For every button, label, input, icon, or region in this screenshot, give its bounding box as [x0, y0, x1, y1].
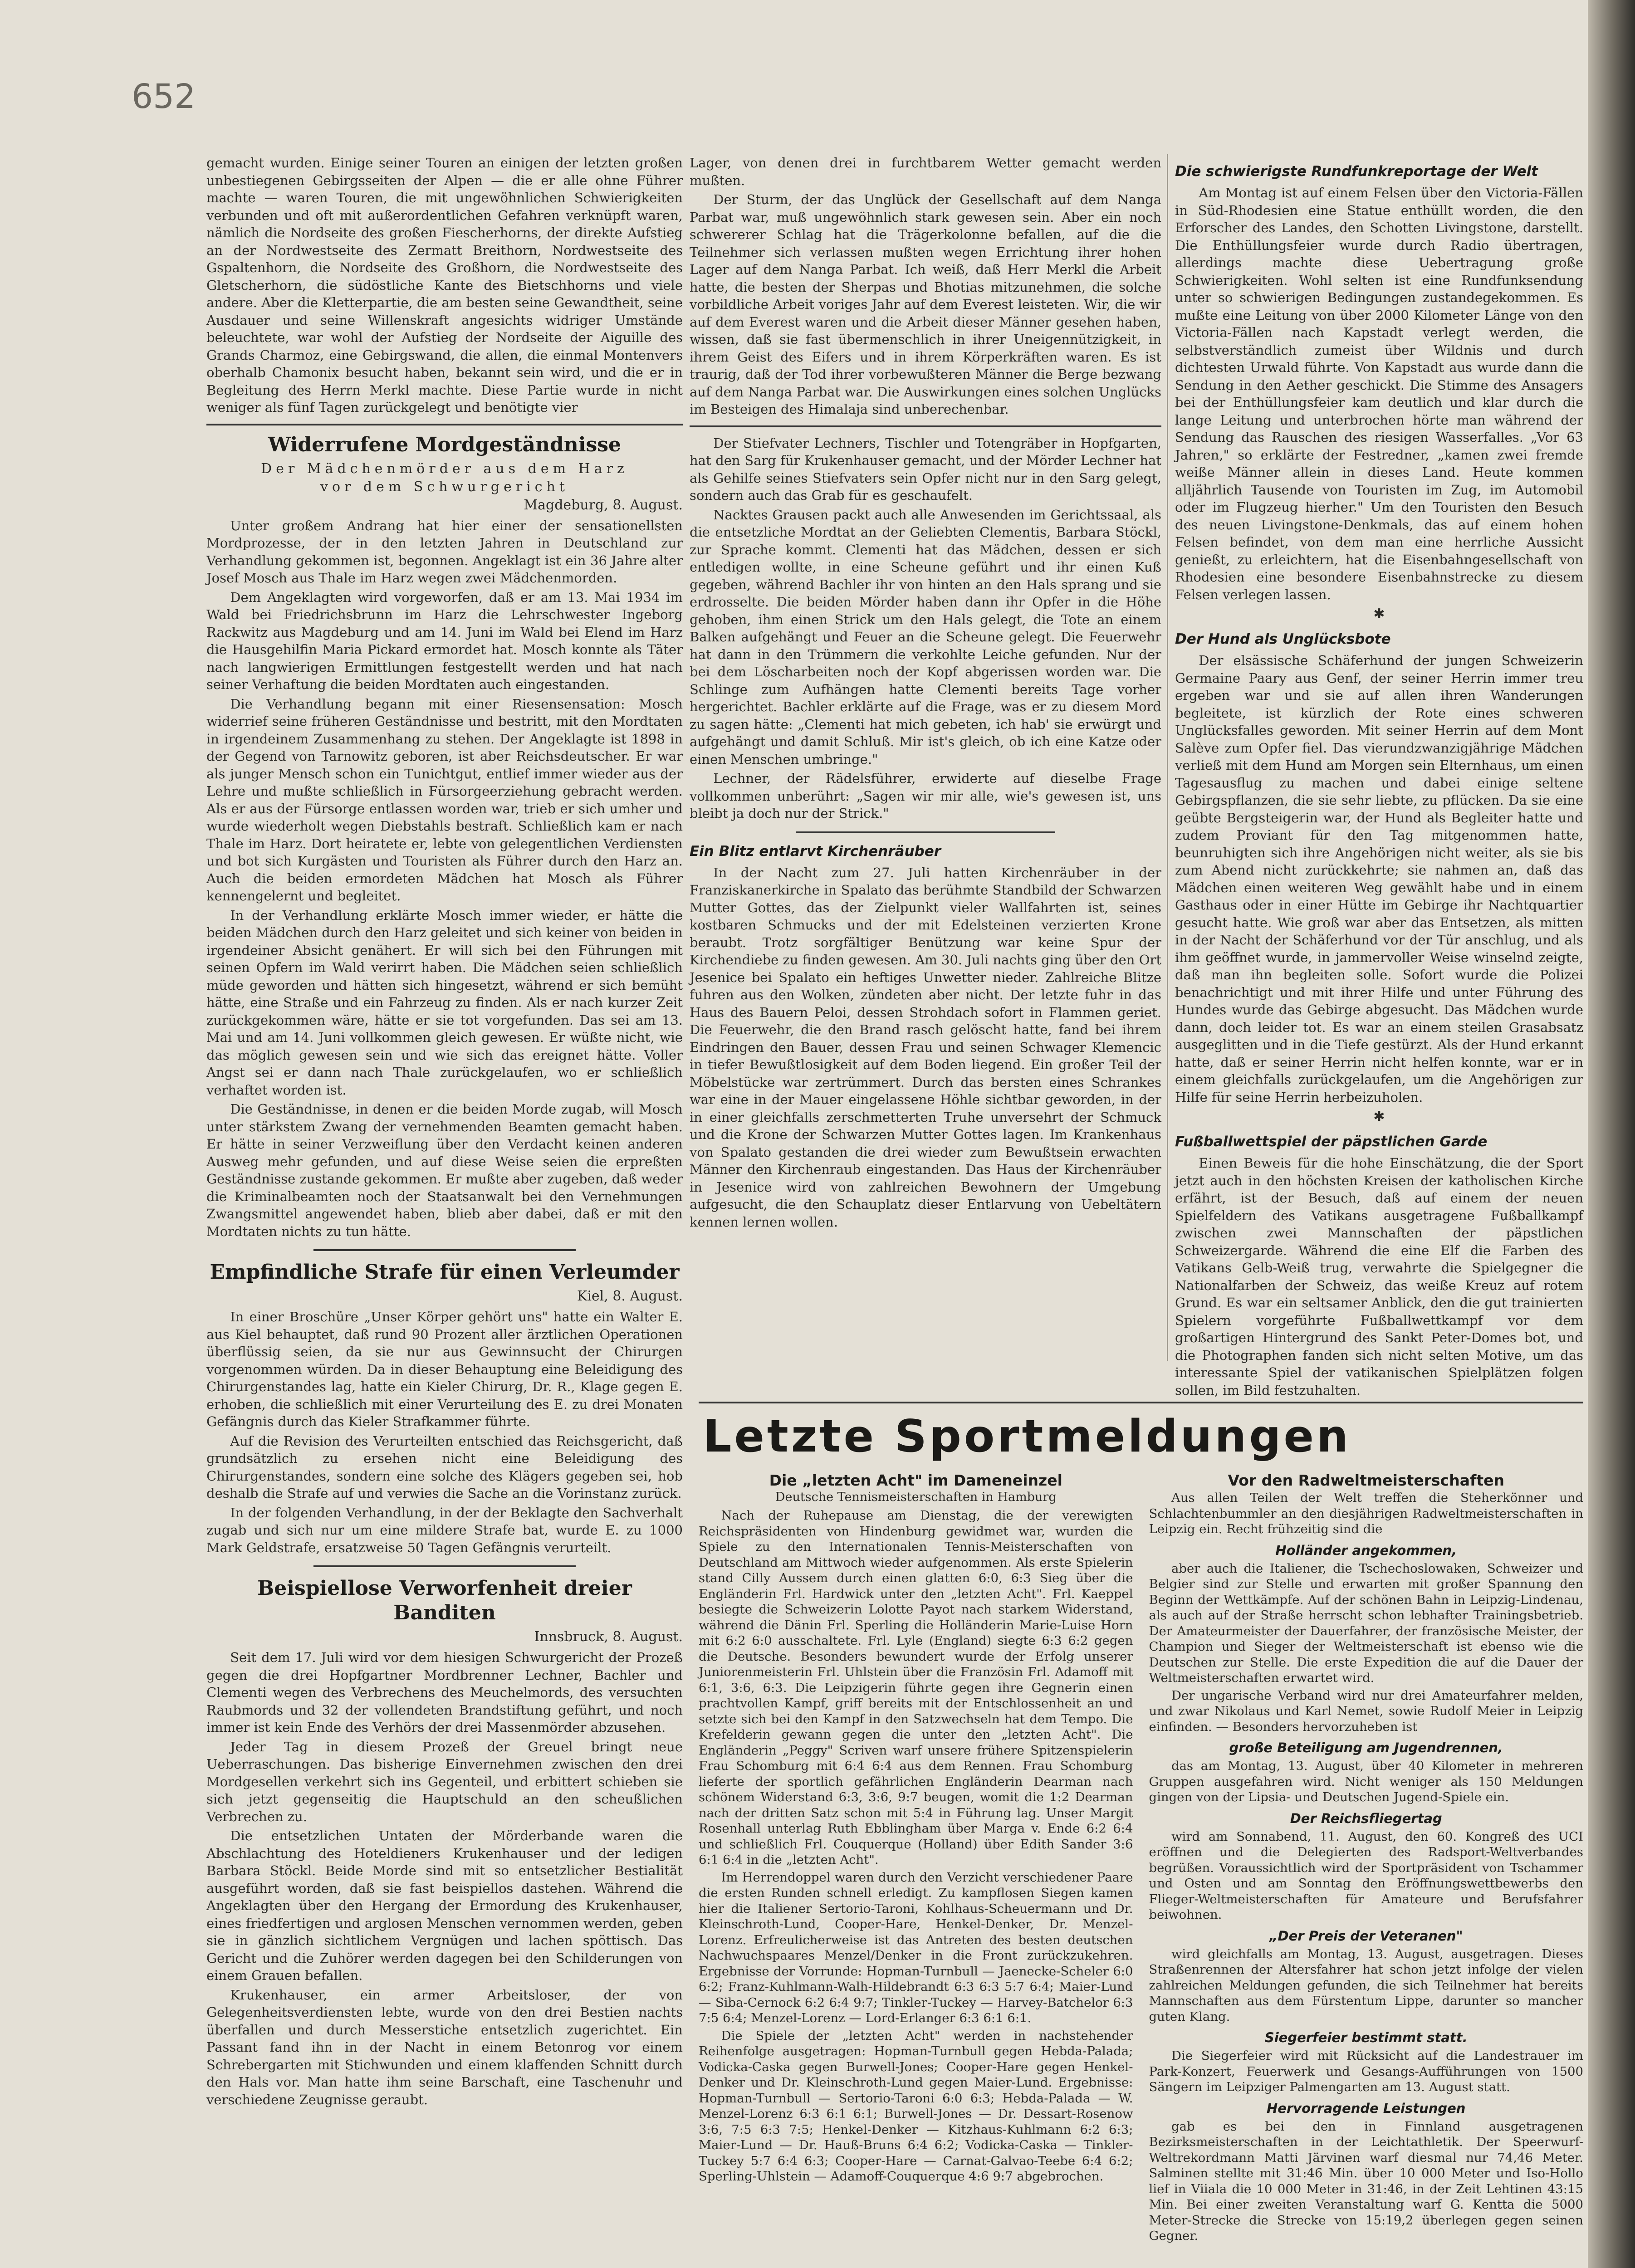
article-title-dog: Der Hund als Unglücksbote [1175, 631, 1391, 647]
carry-over-text: gemacht wurden. Einige seiner Touren an einigen der letzten großen unbestiegenen Gebirgsseiten der Alpen — die er alle ohne Führer machte — waren Touren, die mit ungewöhnlichen Schwierigkeiten verbunden und oft mit außerordentlichen Gefahren verknüpft waren, nämlich die Nordseite des großen Fiescherhorns, der direkte Aufstieg an der Nordwestseite des Zermatt Breithorn, Nordwestseite des Gspaltenhorn, die Nordseite des Großhorn, die Nordwestseite des Gletscherhorn, die südöstliche Kante des Bietschhorns und viele andere. Aber die Kletterpartie, die am besten seine Gewandtheit, seine Ausdauer und seine Willenskraft angesichts widriger Umstände beleuchtete, war wohl der Aufstieg der Nordseite der Aiguille des Grands Charmoz, eine Gebirgswand, die allen, die einmal Montenvers oberhalb Chamonix besucht haben, bekannt sein wird, und die er in Begleitung des Herrn Merkl machte. Diese Partie wurde in nicht weniger als fünf Tagen zurückgelegt und benötigte vier [206, 155, 683, 415]
section-rule [699, 1402, 1583, 1403]
article-paragraph: In einer Broschüre „Unser Körper gehört uns" hatte ein Walter E. aus Kiel behauptet, daß rund 90 Prozent aller ärztlichen Operationen überflüssig seien, da sie nur aus Gewinnsucht der Chirurgen vorgenommen würden. Da in dieser Behauptung eine Beleidigung des Chirurgenstandes lag, hatte ein Kieler Chirurg, Dr. R., Klage gegen E. erhoben, die schließlich mit einer Verurteilung des E. zu drei Monaten Gefängnis durch das Kieler Strafkammer führte. [206, 1309, 683, 1429]
column-rule [206, 424, 683, 425]
article-dateline: Kiel, 8. August. [577, 1288, 683, 1304]
article-dateline: Innsbruck, 8. August. [534, 1629, 683, 1645]
sports-subheadline: Der Reichsfliegertag [1290, 1810, 1442, 1826]
article-paragraph: Aus allen Teilen der Welt treffen die Steherkönner und Schlachtenbummler an den diesjährigen Radweltmeisterschaften in Leipzig ein. Recht frühzeitig sind die [1149, 1491, 1583, 1536]
sports-subheadline: Deutsche Tennismeisterschaften in Hamburg [775, 1490, 1057, 1504]
article-paragraph: In der Verhandlung erklärte Mosch immer wieder, er hätte die beiden Mädchen durch den Harz geleitet und sich keiner von beiden in irgendeiner Absicht genähert. Er will sich bei den Führungen mit seinen Opfern im Wald verirrt haben. Die Mädchen seien schließlich müde geworden und hätten sich hingesetzt, während er sich bemüht hätte, eine Straße und ein Fahrzeug zu finden. Als er nach kurzer Zeit zurückgekommen wäre, hätte er sie tot vorgefunden. Das sei am 13. Mai und am 14. Juni vollkommen gleich gewesen. Er wüßte nicht, wie das möglich gewesen sein und wie sich das ereignet hätte. Voller Angst sei er dann nach Thale zurückgelaufen, wo er schließlich verhaftet worden ist. [206, 907, 683, 1098]
article-paragraph: Einen Beweis für die hohe Einschätzung, die der Sport jetzt auch in den höchsten Kreisen der katholischen Kirche erfährt, ist der Besuch, daß auf einem der neuen Spielfeldern des Vatikans ausgetragene Fußballkampf zwischen zwei Mannschaften der päpstlichen Schweizergarde. Während die eine Elf die Farben des Vatikans Gelb-Weiß trug, verwahrte die Spielgegner die Nationalfarben der Schweiz, das weiße Kreuz auf rotem Grund. Es war ein seltsamer Anblick, den die gut trainierten Spielern vorgeführte Fußballwettkampf vor dem großartigen Hintergrund des Sankt Peter-Domes bot, und die Photographen fanden sich nicht selten Motive, um das interessante Spiel der vatikanischen Spielplätzen folgen sollen, im Bild festzuhalten. [1175, 1155, 1583, 1398]
article-paragraph: Lechner, der Rädelsführer, erwiderte auf dieselbe Frage vollkommen unberührt: „Sagen wir mir alle, wie's gewesen ist, uns bleibt ja doch nur der Strick." [690, 771, 1161, 821]
article-paragraph: In der Nacht zum 27. Juli hatten Kirchenräuber in der Franziskanerkirche in Spalato das berühmte Standbild der Schwarzen Mutter Gottes, das der Zielpunkt vieler Wallfahrten ist, seines kostbaren Schmucks und der mit Edelsteinen verzierten Krone beraubt. Trotz sorgfältiger Benützung war keine Spur der Kirchendiebe zu finden gewesen. Am 30. Juli nachts ging über den Ort Jesenice bei Spalato ein heftiges Unwetter nieder. Zahlreiche Blitze fuhren aus den Wolken, zündeten aber nicht. Der letzte fuhr in das Haus des Bauern Peloi, dessen Strohdach sofort in Flammen geriet. Die Feuerwehr, die den Brand rasch gelöscht hatte, fand bei ihrem Eindringen den Bauer, dessen Frau und seinen Schwager Klemencic in tiefer Bewußtlosigkeit auf dem Boden liegend. Ein großer Teil der Möbelstücke war zertrümmert. Durch das bersten eines Schrankes war eine in der Mauer eingelassene Höhle sichtbar geworden, in der in einer gleichfalls zerschmetterten Truhe unversehrt der Schmuck und die Krone der Schwarzen Mutter Gottes lagen. Im Krankenhaus von Spalato gestanden die drei wieder zum Bewußtsein erwachten Männer den Kirchenraub eingestanden. Das Haus der Kirchenräuber in Jesenice wird von zahlreichen Bewohnern der Umgebung aufgesucht, die den Schauplatz dieser Entlarvung von Uebeltätern kennen lernen wollen. [690, 865, 1161, 1230]
article-paragraph: Seit dem 17. Juli wird vor dem hiesigen Schwurgericht der Prozeß gegen die drei Hopfgartner Mordbrenner Lechner, Bachler und Clementi wegen des Verbrechens des Meuchelmords, des versuchten Raubmords und 32 der vollendeten Brandstiftung geführt, und noch immer ist kein Ende des Verhörs der drei Massenmörder abzusehen. [206, 1650, 683, 1735]
article-paragraph: aber auch die Italiener, die Tschechoslowaken, Schweizer und Belgier sind zur Stelle und erwarten mit großer Spannung den Beginn der Wettkämpfe. Auf der schönen Bahn in Leipzig-Lindenau, als auch auf der Straße herrscht schon lebhafter Trainingsbetrieb. Der Amateurmeister der Dauerfahrer, der französische Meister, der Champion und Sieger der Weltmeisterschaft ist ebenso wie die Deutschen zur Stelle. Die erste Expedition die auf die Dauer der Weltmeisterschaften erwartet wird. [1149, 1561, 1583, 1685]
article-title-lightning: Ein Blitz entlarvt Kirchenräuber [690, 843, 941, 860]
article-subtitle: vor dem Schwurgericht [320, 479, 569, 495]
column-rule [690, 425, 1161, 427]
sports-section [699, 1402, 1583, 2246]
article-title-bandits: Beispiellose Verworfenheit dreier Banditen [257, 1577, 632, 1624]
asterisk-separator: ✱ [1373, 1109, 1385, 1124]
article-paragraph: wird am Sonnabend, 11. August, den 60. Kongreß des UCI eröffnen und die Delegierten des Radsport-Weltverbandes begrüßen. Voraussichtlich wird der Sportpräsident von Tschammer und Osten und am Sonntag den Eröffnungswettbewerbs den Flieger-Weltmeisterschaften für Amateure und Berufsfahrer beiwohnen. [1149, 1829, 1583, 1922]
article-title-football: Fußballwettspiel der päpstlichen Garde [1175, 1134, 1488, 1150]
article-subtitle: Der Mädchenmörder aus dem Harz [261, 460, 628, 477]
article-paragraph: Im Herrendoppel waren durch den Verzicht verschiedener Paare die ersten Runden schnell erledigt. Zu kampflosen Siegen kamen hier die Italiener Sertorio-Taroni, Kohlhaus-Scheuermann und Dr. Kleinschroth-Lund, Cooper-Hare, Henkel-Denker, Dr. Menzel-Lorenz. Erfreulicherweise ist das Antreten des besten deutschen Nachwuchspaares Menzel/Denker in die Front zurückzukehren. Ergebnisse der Vorrunde: Hopman-Turnbull — Jaenecke-Scheler 6:0 6:2; Franz-Kuhlmann-Walh-Hildebrandt 6:3 6:3 5:7 6:4; Maier-Lund — Siba-Cernock 6:2 6:4 9:7; Tinkler-Tuckey — Harvey-Batchelor 6:3 7:5 6:4; Menzel-Lorenz — Lord-Erlanger 6:3 6:1 6:1. [699, 1870, 1133, 2025]
article-paragraph: Krukenhauser, ein armer Arbeitsloser, der von Gelegenheitsverdiensten lebte, wurde von den drei Bestien nachts überfallen und durch Messerstiche entsetzlich zugerichtet. Ein Passant fand ihn in der Nacht in einem Betonrog vor einem Schrebergarten mit Stichwunden und einem klaffenden Schnitt durch den Hals vor. Man hatte ihm seine Barschaft, eine Taschenuhr und verschiedene Zeugnisse geraubt. [206, 1987, 683, 2107]
sports-subheadline: große Beteiligung am Jugendrennen, [1229, 1740, 1503, 1755]
article-paragraph: Dem Angeklagten wird vorgeworfen, daß er am 13. Mai 1934 im Wald bei Friedrichsbrunn im Harz die Lehrschwester Ingeborg Rackwitz aus Magdeburg und am 14. Juni im Wald bei Elend im Harz die Hausgehilfin Maria Pickard ermordet hat. Mosch konnte als Täter nach langwierigen Ermittlungen festgestellt werden und hat nach seiner Verhaftung die beiden Mordtaten auch eingestanden. [206, 589, 683, 692]
sports-columns [699, 1469, 1583, 2246]
article-title-slanderer: Empfindliche Strafe für einen Verleumder [210, 1261, 680, 1284]
sports-subheadline: „Der Preis der Veteranen" [1269, 1928, 1463, 1944]
article-paragraph: Der ungarische Verband wird nur drei Amateurfahrer melden, und zwar Nikolaus und Karl Nemet, sowie Rudolf Meier in Leipzig einfinden. — Besonders hervorzuheben ist [1149, 1688, 1583, 1734]
article-dateline: Magdeburg, 8. August. [524, 497, 683, 513]
sports-right-column [1149, 1469, 1584, 2246]
article-separator [313, 1565, 576, 1567]
article-separator [796, 831, 1055, 833]
column-3 [1175, 154, 1583, 1401]
sports-subheadline: Hervorragende Leistungen [1267, 2100, 1466, 2116]
article-paragraph: das am Montag, 13. August, über 40 Kilometer in mehreren Gruppen ausgefahren wird. Nicht weniger als 150 Meldungen gingen von der Lipsia- und Deutschen Jugend-Spiele ein. [1149, 1759, 1583, 1804]
article-paragraph: Die entsetzlichen Untaten der Mörderbande waren die Abschlachtung des Hoteldieners Krukenhauser und der ledigen Barbara Stöckl. Beide Morde sind mit so entsetzlicher Bestialität ausgeführt worden, daß sie fast beispiellos dastehen. Während die Angeklagten über den Hergang der Ermordung des Krukenhauser, eines friedfertigen und arglosen Menschen vernommen werden, geben sie in gänzlich sichtlichem Vergnügen und lachen spöttisch. Das Gericht und die Zuhörer werden dagegen bei den Schilderungen von einem Grauen befallen. [206, 1828, 683, 1983]
column-divider [1167, 154, 1168, 1361]
article-separator [313, 1249, 576, 1251]
article-paragraph: Nacktes Grausen packt auch alle Anwesenden im Gerichtssaal, als die entsetzliche Mordtat an der Geliebten Clementis, Barbara Stöckl, zur Sprache kommt. Clementi hat das Mädchen, dessen er sich entledigen wollte, in eine Scheune geführt und ihr einen Kuß gegeben, während Bachler ihr von hinten an den Hals sprang und sie erdrosselte. Die beiden Mörder haben dann ihr Opfer in die Höhe gehoben, ihm einen Strick um den Hals gelegt, die Tote an einem Balken aufgehängt und Feuer an die Scheune gelegt. Die Feuerwehr hat dann in den Trümmern die verkohlte Leiche gefunden. Nur der bei dem Löscharbeiten noch der Kopf abgerissen worden war. Die Schlinge zum Aufhängen hatte Clementi bereits Tage vorher hergerichtet. Bachler erklärte auf die Frage, was er zu diesem Mord zu sagen hätte: „Clementi hat mich gebeten, ich hab' sie erwürgt und aufgehängt und damit Schluß. Mir ist's gleich, ob ich eine Katze oder einen Menschen umbringe." [690, 507, 1161, 767]
asterisk-separator: ✱ [1373, 606, 1385, 622]
article-paragraph: Nach der Ruhepause am Dienstag, die der verewigten Reichspräsidenten von Hindenburg gewidmet war, wurden die Spiele zu den Internationalen Tennis-Meisterschaften von Deutschland am Mittwoch wieder aufgenommen. Als erste Spielerin stand Cilly Aussem durch einen glatten 6:0, 6:3 Sieg über die Engländerin Frl. Hardwick unter den „letzten Acht". Frl. Kaeppel besiegte die Schweizerin Lolotte Payot nach starkem Widerstand, während die Dänin Frl. Sperling die Holländerin Marie-Luise Horn mit 6:2 6:0 ausschaltete. Frl. Lyle (England) siegte 6:3 6:2 gegen die Deutsche. Besonders bewundert wurde der Erfolg unserer Juniorenmeisterin Frl. Uhlstein über die Französin Frl. Adamoff mit 6:1, 3:6, 6:3. Die Leipzigerin führte gegen ihre Gegnerin einen prachtvollen Kampf, griff bereits mit der Entschlossenheit an und setzte sich bei den Kampf in den Satzwechseln hat dem Tempo. Die Krefelderin gewann gegen die unter den „letzten Acht". Die Engländerin „Peggy" Scriven warf unsere frühere Spitzenspielerin Frau Schomburg mit 6:4 6:4 aus dem Rennen. Frau Schomburg lieferte der sportlich gefährlichen Engländerin Dearman nach schönem Widerstand 6:3, 3:6, 9:7 beugen, womit die 1:2 Dearman nach der dritten Satz schon mit 5:4 in Führung lag. Unser Margit Rosenhall unterlag Ruth Ebblingham über Marga v. Ende 6:2 6:4 und schließlich Frl. Couquerque (Holland) über Edith Sander 3:6 6:1 6:4 in die „letzten Acht". [699, 1508, 1133, 1867]
column-2 [690, 154, 1161, 1232]
article-paragraph: wird gleichfalls am Montag, 13. August, ausgetragen. Dieses Straßenrennen der Altersfahrer hat schon jetzt infolge der vielen zahlreichen Meldungen gefunden, die sich Teilnehmer hat bereits Mannschaften aus dem Fürstentum Lippe, darunter so mancher guten Klang. [1149, 1946, 1583, 2024]
sports-section-title: Letzte Sportmeldungen [703, 1411, 1351, 1462]
article-paragraph: Die Verhandlung begann mit einer Riesensensation: Mosch widerrief seine früheren Geständnisse und bestritt, mit den Mordtaten in irgendeinem Zusammenhang zu stehen. Der Angeklagte ist 1898 in der Gegend von Tarnowitz geboren, ist aber Reichsdeutscher. Er war als junger Mensch schon ein Tunichtgut, entlief immer wieder aus der Lehre und mußte schließlich in Fürsorgeerziehung gebracht werden. Als er aus der Fürsorge entlassen worden war, trieb er sich umher und wurde wiederholt wegen Diebstahls bestraft. Schließlich kam er nach Thale im Harz. Dort heiratete er, lebte von gelegentlichen Verdiensten und bot sich Kurgästen und Touristen als Führer durch den Harz an. Auch die beiden ermordeten Mädchen hat Mosch als Führer kennengelernt und begleitet. [206, 696, 683, 904]
page-number: 652 [132, 77, 196, 116]
sports-subheadline: Siegerfeier bestimmt statt. [1264, 2030, 1468, 2045]
article-paragraph: Die Geständnisse, in denen er die beiden Morde zugab, will Mosch unter stärkstem Zwang der vernehmenden Beamten gemacht haben. Er hätte in seiner Verzweiflung über den Verdacht keinen anderen Ausweg mehr gefunden, und auf diese Weise seien die erpreßten Geständnisse zustande gekommen. Er mußte aber zugeben, daß weder die Kriminalbeamten noch der Staatsanwalt bei den Vernehmungen Zwangsmittel angewendet haben, blieb aber dabei, daß er mit den Mordtaten nichts zu tun hätte. [206, 1101, 683, 1239]
article-paragraph: Unter großem Andrang hat hier einer der sensationellsten Mordprozesse, der in den letzten Jahren in Deutschland zur Verhandlung gekommen ist, begonnen. Angeklagt ist ein 36 Jahre alter Josef Mosch aus Thale im Harz wegen zwei Mädchenmorden. [206, 518, 683, 586]
article-title-murder-confessions: Widerrufene Mordgeständnisse [268, 433, 622, 456]
article-paragraph: gab es bei den in Finnland ausgetragenen Bezirksmeisterschaften in der Leichtathletik. Der Speerwurf-Weltrekordmann Matti Järvinen warf diesmal nur 74,46 Meter. Salminen stellte mit 31:46 Min. über 10 000 Meter und Iso-Hollo lief in Viiala die 10 000 Meter in 31:46, in der Zeit Lehtinen 43:15 Min. Bei einer zweiten Veranstaltung warf G. Kentta die 5000 Meter-Strecke die Strecke von 15:19,2 überlegen gegen seinen Gegner. [1149, 2119, 1583, 2243]
article-paragraph: Am Montag ist auf einem Felsen über den Victoria-Fällen in Süd-Rhodesien eine Statue enthüllt worden, die den Erforscher des Landes, den Schotten Livingstone, darstellt. Die Enthüllungsfeier wurde durch Radio übertragen, allerdings machte diese Uebertragung große Schwierigkeiten. Wohl selten ist eine Rundfunksendung unter so schwierigen Bedingungen zustandegekommen. Es mußte eine Leitung von über 2000 Kilometer Länge von den Victoria-Fällen nach Kapstadt verlegt werden, die selbstverständlich zumeist über Wildnis und durch dichtesten Urwald führte. Von Kapstadt aus wurde dann die Sendung in den Aether geschickt. Die Stimme des Ansagers bei der Enthüllungsfeier kam deutlich und klar durch die lange Leitung und unterbrochen hörte man während der Sendung das Rauschen des riesigen Wasserfalles. „Vor 63 Jahren," so erklärte der Festredner, „kamen zwei fremde weiße Männer allein in dieses Land. Heute kommen alljährlich Tausende von Touristen im Zug, im Automobil oder im Flugzeug hierher." Um den Touristen den Besuch des neuen Livingstone-Denkmals, das auf einem hohen Felsen befindet, von dem man eine herrliche Aussicht genießt, zu erleichtern, hat die Eisenbahngesellschaft von Rhodesien eine besondere Eisenbahnstrecke zu diesem Felsen verlegen lassen. [1175, 185, 1583, 602]
column-1 [206, 154, 683, 2110]
book-spine-edge [1588, 0, 1635, 2268]
sports-headline: Vor den Radweltmeisterschaften [1228, 1471, 1505, 1489]
article-paragraph: Jeder Tag in diesem Prozeß der Greuel bringt neue Ueberraschungen. Das bisherige Einvernehmen zwischen den drei Mordgesellen verkehrt sich ins Gegenteil, und erbittert schieben sie sich jetzt gegenseitig die Hauptschuld an den scheußlichen Verbrechen zu. [206, 1739, 683, 1824]
article-paragraph: Der Stiefvater Lechners, Tischler und Totengräber in Hopfgarten, hat den Sarg für Krukenhauser gemacht, und der Mörder Lechner hat als Gehilfe seines Stiefvaters sein Opfer nicht nur in den Sarg gelegt, sondern auch das Grab für es geschaufelt. [690, 435, 1161, 503]
sports-left-column [699, 1469, 1133, 2246]
sports-headline: Die „letzten Acht" im Dameneinzel [769, 1471, 1062, 1489]
article-paragraph: Der elsässische Schäferhund der jungen Schweizerin Germaine Paary aus Genf, der seiner Herrin immer treu ergeben war und sie auf allen ihren Wanderungen begleitete, ist kürzlich der Rote eines schweren Unglücksfalles geworden. Mit seiner Herrin auf dem Mont Salève zum Opfer fiel. Das vierundzwanzigjährige Mädchen verließ mit dem Hund am Morgen sein Elternhaus, um einen Tagesausflug zu machen und dabei einige seltene Gebirgspflanzen, die sie sehr liebte, zu pflücken. Da sie eine geübte Bergsteigerin war, der Hund als Begleiter hatte und zudem Proviant für den Tag mitgenommen hatte, beunruhigten sich ihre Angehörigen nicht weiter, als sie bis zum Abend nicht zurückkehrte; sie nahmen an, daß das Mädchen einen weiteren Weg gewählt habe und in einem Gasthaus oder in einer Hütte im Gebirge ihr Nachtquartier gesucht hatte. Wie groß war aber das Entsetzen, als mitten in der Nacht der Schäferhund vor der Tür anschlug, und als ihm geöffnet wurde, in jammervoller Weise winselnd zeigte, daß man ihn begleiten solle. Sofort wurde die Polizei benachrichtigt und mit ihrer Hilfe und unter Führung des Hundes wurde das Gebirge abgesucht. Das Mädchen wurde dann, doch leider tot. Es war an einem steilen Grasabsatz ausgeglitten und in die Tiefe gestürzt. Als der Hund erkannt hatte, daß er seiner Herrin nicht helfen konnte, war er in einem gleichfalls zurückgelaufen, um die Angehörigen zur Hilfe für seine Herrin herbeizuholen. [1175, 653, 1583, 1105]
carry-over-text: Lager, von denen drei in furchtbarem Wetter gemacht werden mußten. [690, 155, 1161, 188]
sports-subheadline: Holländer angekommen, [1275, 1542, 1457, 1558]
carry-over-text: Der Sturm, der das Unglück der Gesellschaft auf dem Nanga Parbat war, muß ungewöhnlich stark gewesen sein. Aber ein noch schwererer Schlag hat die Trägerkolonne befallen, auf die die Teilnehmer sich verlassen mußten wegen Errichtung ihrer hohen Lager auf dem Nanga Parbat. Ich weiß, daß Herr Merkl die Arbeit hatte, die besten der Sherpas und Bhotias mitzunehmen, die solche vorbildliche Arbeit voriges Jahr auf dem Everest leisteten. Wir, die wir auf dem Everest waren und die Arbeit dieser Männer gesehen haben, wissen, daß sie fast übermenschlich in ihrer Uneigennützigkeit, in ihrem Geist des Eifers und in ihrem Körperkräften waren. Es ist traurig, daß der Tod ihrer vorbewußteren Männer die Berge bezwang auf dem Nanga Parbat war. Die Auswirkungen eines solchen Unglücks im Besteigen des Himalaja sind unberechenbar. [690, 192, 1161, 417]
article-paragraph: Die Spiele der „letzten Acht" werden in nachstehender Reihenfolge ausgetragen: Hopman-Turnbull gegen Hebda-Palada; Vodicka-Caska gegen Burwell-Jones; Cooper-Hare gegen Henkel-Denker und Dr. Kleinschroth-Lund gegen Maier-Lund. Ergebnisse: Hopman-Turnbull — Sertorio-Taroni 6:0 6:3; Hebda-Palada — W. Menzel-Lorenz 6:3 6:1 6:1; Burwell-Jones — Dr. Dessart-Rosenow 3:6, 7:5 6:3 7:5; Henkel-Denker — Kitzhaus-Kuhlmann 6:2 6:3; Maier-Lund — Dr. Hauß-Bruns 6:4 6:2; Vodicka-Caska — Tinkler-Tuckey 5:7 6:4 6:3; Cooper-Hare — Carnat-Galvao-Teebe 6:4 6:2; Sperling-Uhlstein — Adamoff-Couquerque 4:6 9:7 abgebrochen. [699, 2028, 1133, 2184]
article-paragraph: In der folgenden Verhandlung, in der der Beklagte den Sachverhalt zugab und sich nur um eine mildere Strafe bat, wurde E. zu 1000 Mark Geldstrafe, ersatzweise 50 Tagen Gefängnis verurteilt. [206, 1505, 683, 1555]
article-title-radio-report: Die schwierigste Rundfunkreportage der Welt [1175, 163, 1538, 180]
article-paragraph: Die Siegerfeier wird mit Rücksicht auf die Landestrauer im Park-Konzert, Feuerwerk und Gesangs-Aufführungen von 1500 Sängern im Leipziger Palmengarten am 13. August statt. [1149, 2048, 1583, 2094]
article-paragraph: Auf die Revision des Verurteilten entschied das Reichsgericht, daß grundsätzlich zu ersehen nicht eine Beleidigung des Chirurgenstandes, sondern eine solche des Klägers gegeben sei, hob deshalb die Strafe auf und verwies die Sache an die Vorinstanz zurück. [206, 1433, 683, 1501]
